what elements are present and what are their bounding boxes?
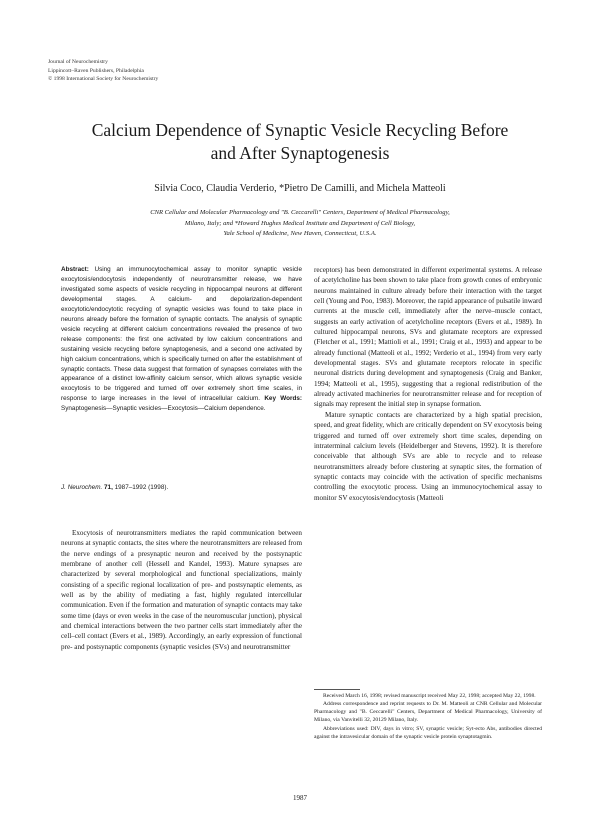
copyright-line: © 1998 International Society for Neurochemistry [48, 76, 159, 83]
abstract-heading: Abstract: [61, 266, 89, 273]
keywords-text: Synaptogenesis—Synaptic vesicles—Exocytosis—Calcium dependence. [61, 405, 266, 413]
author-list: Silvia Coco, Claudia Verderio, *Pietro De Camilli, and Michela Matteoli [154, 183, 446, 194]
title-line-1: Calcium Dependence of Synaptic Vesicle Recycling Before [91, 120, 509, 140]
affiliation-line-3: Yale School of Medicine, New Haven, Connecticut, U.S.A. [223, 230, 377, 238]
abstract [61, 265, 302, 414]
intro-paragraph-1: Exocytosis of neurotransmitters mediates the rapid communication between neurons at synaptic contacts, the sites where the neurotransmitters are released from the nerve endings of a presynaptic neuron and received by the postsynaptic membrane of another cell (Hessell and Kandel, 1993). Mature synapses are characterized by several morphological and functional specializations, mainly consisting of a specific regional localization of pre- and postsynaptic elements, as well as by the ability of mediating a fast, highly regulated intercellular communication. Even if the formation and maturation of synaptic contacts may take some time (days or even weeks in the case of the neuromuscular junction), physical and chemical interactions between the two partner cells start immediately after the cell–cell contact (Evers et al., 1989). Accordingly, an early expression of functional pre- and postsynaptic components (synaptic vesicles (SVs) and neurotransmitter [61, 529, 302, 651]
affiliation-line-2: Milano, Italy; and *Howard Hughes Medical Institute and Department of Cell Biology, [184, 219, 416, 227]
body-left-column [61, 528, 302, 652]
journal-header [48, 58, 158, 84]
page-number: 1987 [293, 794, 307, 802]
citation-pages: 1987–1992 (1998). [114, 484, 169, 491]
citation-journal: J. Neurochem. [61, 484, 103, 491]
footnotes [314, 692, 542, 741]
citation-volume: 71, [104, 484, 113, 491]
abstract-text: Using an immunocytochemical assay to monitor synaptic vesicle exocytosis/endocytosis independently of neurotransmitter release, we have investigated some aspects of vesicle recycling in hippocampal neurons at different developmental stages. A calcium- and depolarization-dependent exocytotic/endocytotic recycling of synaptic vesicles was found to take place in neurons already before the formation of synaptic contacts. The analysis of synaptic vesicle recycling at different calcium concentrations revealed the presence of two release components: the first one activated by low calcium concentrations and sustaining vesicle recycling before synaptogenesis, and a second one activated by high calcium concentrations, which is specifically turned on after the establishment of synaptic contacts. These data suggest that formation of synapses correlates with the appearance of a distinct low-affinity calcium sensor, which allows synaptic vesicle exocytosis to be triggered and turned off over extremely short time scales, in response to large increases in the level of intracellular calcium. [61, 266, 302, 403]
intro-paragraph-1-continued: receptors) has been demonstrated in different experimental systems. A release of acetylcholine has been shown to take place from growth cones of embryonic neurons maintained in culture already before their interaction with the target cell (Young and Poo, 1983). Moreover, the rapid appearance of pulsatile inward currents at the muscle cell, immediately after the nerve–muscle contact, suggests an early activation of acetylcholine receptors (Evers et al., 1989). In cultured hippocampal neurons, SVs and glutamate receptors are expressed (Fletcher et al., 1991; Mattioli et al., 1991; Craig et al., 1993) and appear to be already functional (Matteoli et al., 1992; Verderio et al., 1994) from very early developmental stages. SVs and glutamate receptors relocate in specific neuronal districts during development and synaptogenesis (Craig and Banker, 1994; Matteoli et al., 1995), suggesting that a regional redistribution of the already activated machineries for neurotransmitter release and for reception of signals may represent the initial step in synapse formation. [314, 266, 542, 409]
affiliation-line-1: CNR Cellular and Molecular Pharmacology and "B. Ceccarelli" Centers, Department of Medical Pharmacology, [150, 209, 450, 216]
footnote-correspondence: Address correspondence and reprint requests to Dr. M. Matteoli at CNR Cellular and Molecular Pharmacology and "B. Ceccarelli" Centers, Department of Medical Pharmacology, University of Milano, via Vanvitelli 32, 20129 Milano, Italy. [314, 701, 542, 724]
body-right-column [314, 265, 542, 503]
affiliations [60, 208, 540, 240]
citation [61, 484, 168, 491]
article-title [40, 119, 560, 165]
title-line-2: and After Synaptogenesis [210, 143, 390, 163]
publisher-line: Lippincott–Raven Publishers, Philadelphia [48, 67, 144, 74]
keywords-label: Key Words: [264, 395, 303, 403]
intro-paragraph-2: Mature synaptic contacts are characterized by a high spatial precision, speed, and great fidelity, which are critically dependent on SV exocytosis being triggered and turned off over extremely short time scales, depending on intraterminal calcium levels (Heidelberger and Stevens, 1992). It is therefore conceivable that although SVs are able to recycle and to release neurotransmitters already before clustering at synaptic sites, the formation of synaptic contacts may coincide with the activation of specific mechanisms controlling the exocytotic process. Using an immunocytochemical assay to monitor SV exocytosis/endocytosis (Matteoli [314, 410, 542, 502]
footnote-received: Received March 16, 1998; revised manuscript received May 22, 1998; accepted May 22, 1998. [323, 693, 536, 699]
footnote-rule [314, 689, 360, 690]
journal-name: Journal of Neurochemistry [48, 59, 108, 65]
footnote-abbreviations: Abbreviations used: DIV, days in vitro; SV, synaptic vesicle; Syt-ecto Abs, antibodies directed against the intravesicular domain of the synaptic vesicle protein synaptotagmin. [314, 725, 542, 740]
